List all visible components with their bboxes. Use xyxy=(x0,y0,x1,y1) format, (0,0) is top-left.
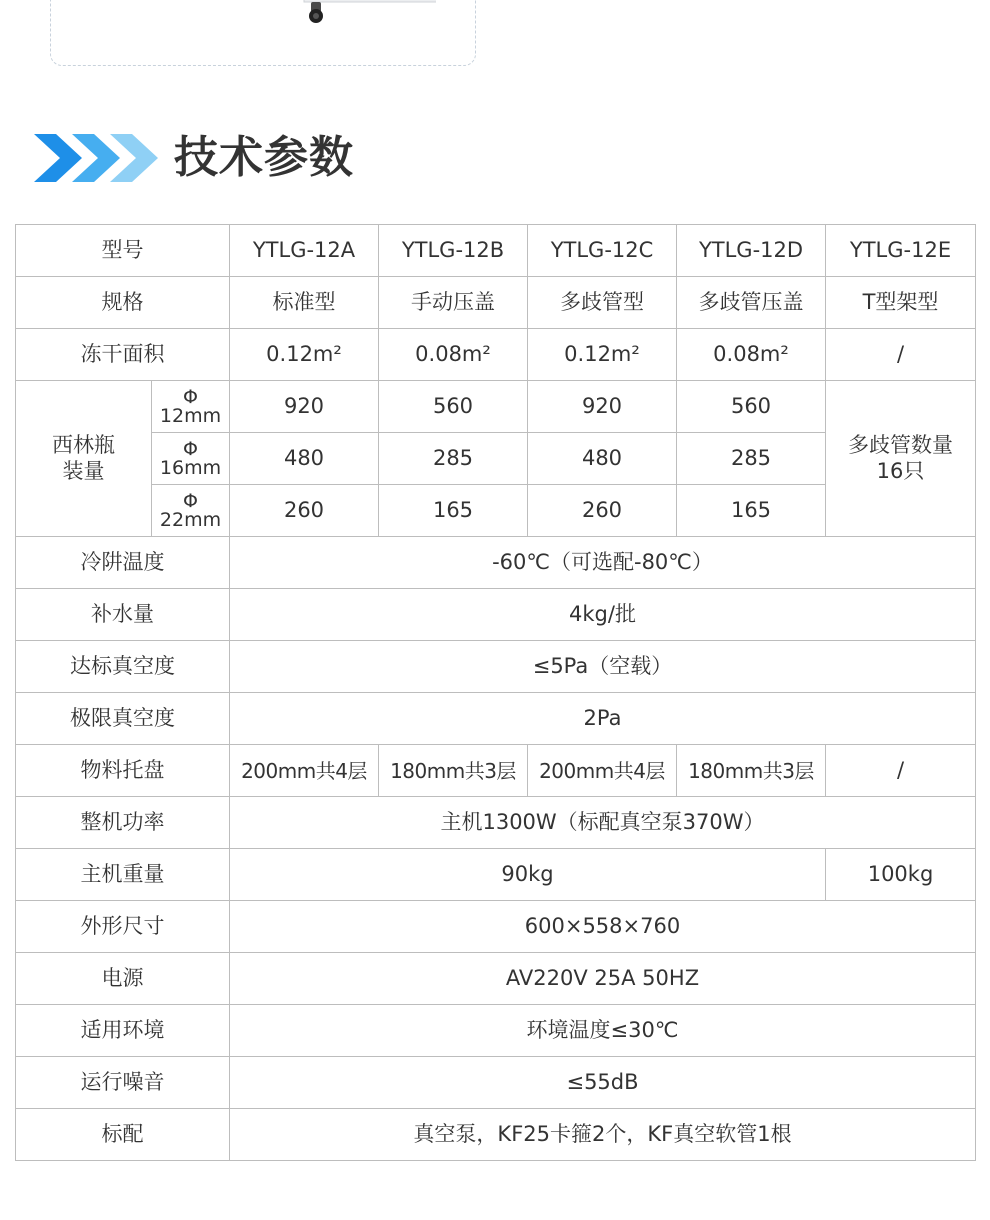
table-cell: 0.08m² xyxy=(379,329,528,381)
vial-size: 12mm xyxy=(159,404,222,427)
table-row-power-supply xyxy=(16,953,976,1005)
manifold-line2: 16只 xyxy=(876,458,925,483)
table-row-environment xyxy=(16,1005,976,1057)
table-cell: 200mm共4层 xyxy=(230,745,379,797)
row-label: 标配 xyxy=(16,1109,230,1161)
table-cell: 多歧管压盖 xyxy=(677,277,826,329)
row-label: 物料托盘 xyxy=(16,745,230,797)
table-cell: 200mm共4层 xyxy=(528,745,677,797)
table-cell: 180mm共3层 xyxy=(677,745,826,797)
table-cell: 2Pa xyxy=(230,693,976,745)
manifold-line1: 多歧管数量 xyxy=(848,433,953,458)
table-cell: / xyxy=(826,745,976,797)
table-row-trays xyxy=(16,745,976,797)
manifold-count-cell xyxy=(826,381,976,537)
table-cell: -60℃（可选配-80℃） xyxy=(230,537,976,589)
table-row-spec xyxy=(16,277,976,329)
table-cell: ≤55dB xyxy=(230,1057,976,1109)
section-heading xyxy=(34,128,354,188)
row-label: 型号 xyxy=(16,225,230,277)
row-label: 冻干面积 xyxy=(16,329,230,381)
table-cell: 环境温度≤30℃ xyxy=(230,1005,976,1057)
table-cell: 285 xyxy=(379,433,528,485)
table-row-water xyxy=(16,589,976,641)
row-label: 冷阱温度 xyxy=(16,537,230,589)
table-cell: ≤5Pa（空载） xyxy=(230,641,976,693)
vial-size-cell xyxy=(152,433,230,485)
diameter-symbol: Φ xyxy=(183,385,198,408)
table-row-power xyxy=(16,797,976,849)
row-label: 外形尺寸 xyxy=(16,901,230,953)
diameter-symbol: Φ xyxy=(183,489,198,512)
table-cell: 手动压盖 xyxy=(379,277,528,329)
vial-label-line2: 装量 xyxy=(62,458,105,483)
table-row-standard-config xyxy=(16,1109,976,1161)
table-cell: 真空泵，KF25卡箍2个，KF真空软管1根 xyxy=(230,1109,976,1161)
vial-size-cell xyxy=(152,485,230,537)
table-cell: 4kg/批 xyxy=(230,589,976,641)
table-cell: 600×558×760 xyxy=(230,901,976,953)
model-cell: YTLG-12C xyxy=(528,225,677,277)
model-cell: YTLG-12B xyxy=(379,225,528,277)
row-label: 运行噪音 xyxy=(16,1057,230,1109)
table-row-vacuum-standard xyxy=(16,641,976,693)
table-cell: 165 xyxy=(677,485,826,537)
row-label: 主机重量 xyxy=(16,849,230,901)
table-row-vial-12 xyxy=(16,381,976,433)
section-title: 技术参数 xyxy=(174,132,354,183)
table-cell: 主机1300W（标配真空泵370W） xyxy=(230,797,976,849)
row-label: 整机功率 xyxy=(16,797,230,849)
model-cell: YTLG-12A xyxy=(230,225,379,277)
table-cell: 180mm共3层 xyxy=(379,745,528,797)
row-label: 达标真空度 xyxy=(16,641,230,693)
table-row-weight xyxy=(16,849,976,901)
vial-size-cell xyxy=(152,381,230,433)
table-cell: 920 xyxy=(528,381,677,433)
table-cell: 285 xyxy=(677,433,826,485)
table-cell: 0.12m² xyxy=(230,329,379,381)
row-label-vials xyxy=(16,381,152,537)
table-row-vacuum-ultimate xyxy=(16,693,976,745)
vial-label-line1: 西林瓶 xyxy=(52,433,115,458)
table-cell: 480 xyxy=(230,433,379,485)
vial-size: 22mm xyxy=(159,508,222,531)
table-row-model xyxy=(16,225,976,277)
table-cell: 0.08m² xyxy=(677,329,826,381)
row-label: 规格 xyxy=(16,277,230,329)
table-cell: 560 xyxy=(379,381,528,433)
vial-size: 16mm xyxy=(159,456,222,479)
table-cell: AV220V 25A 50HZ xyxy=(230,953,976,1005)
row-label: 适用环境 xyxy=(16,1005,230,1057)
table-cell: 165 xyxy=(379,485,528,537)
spec-table xyxy=(15,224,976,1161)
table-cell: 920 xyxy=(230,381,379,433)
table-cell: 90kg xyxy=(230,849,826,901)
row-label: 补水量 xyxy=(16,589,230,641)
table-row-area xyxy=(16,329,976,381)
table-cell: T型架型 xyxy=(826,277,976,329)
freeze-dryer-base-image xyxy=(256,0,436,46)
table-cell: 标准型 xyxy=(230,277,379,329)
table-row-noise xyxy=(16,1057,976,1109)
table-row-dimensions xyxy=(16,901,976,953)
table-cell: 多歧管型 xyxy=(528,277,677,329)
table-cell: 480 xyxy=(528,433,677,485)
table-cell: 260 xyxy=(528,485,677,537)
model-cell: YTLG-12E xyxy=(826,225,976,277)
chevron-arrows-icon xyxy=(34,128,162,188)
table-row-cold-trap xyxy=(16,537,976,589)
diameter-symbol: Φ xyxy=(183,437,198,460)
table-cell: / xyxy=(826,329,976,381)
row-label: 电源 xyxy=(16,953,230,1005)
table-cell: 0.12m² xyxy=(528,329,677,381)
table-cell: 560 xyxy=(677,381,826,433)
model-cell: YTLG-12D xyxy=(677,225,826,277)
row-label: 极限真空度 xyxy=(16,693,230,745)
table-cell: 100kg xyxy=(826,849,976,901)
product-image-card xyxy=(50,0,476,66)
table-cell: 260 xyxy=(230,485,379,537)
